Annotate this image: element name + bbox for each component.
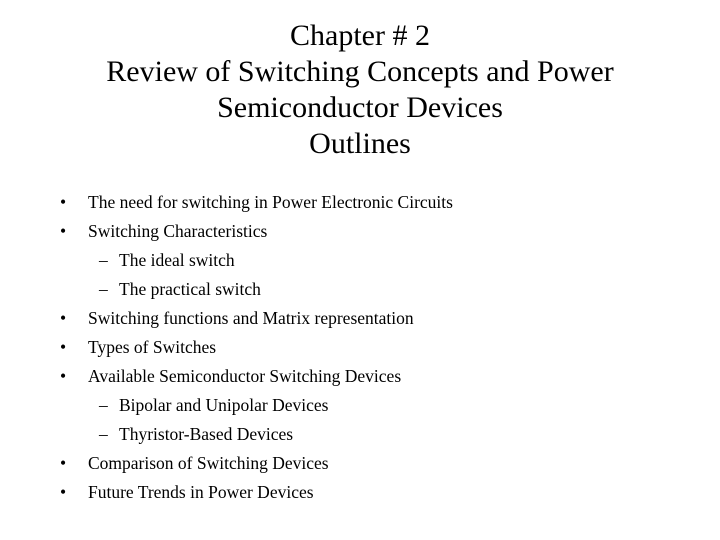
outline-item [60, 217, 700, 246]
bullet-marker: • [60, 308, 67, 328]
outline-subitem-text: The practical switch [119, 279, 261, 299]
bullet-marker: • [60, 482, 67, 502]
bullet-marker: • [60, 453, 67, 473]
title-line-chapter: Chapter # 2 [290, 19, 430, 52]
outline-item [60, 449, 700, 478]
dash-marker: – [99, 424, 108, 444]
dash-marker: – [99, 250, 108, 270]
outline-item [60, 478, 700, 507]
outline-item-text: Future Trends in Power Devices [88, 482, 314, 502]
outline-subitem [60, 246, 700, 275]
outline-item [60, 188, 700, 217]
outline-subitem [60, 420, 700, 449]
title-line-outlines: Outlines [309, 127, 411, 160]
outline-item-text: Switching Characteristics [88, 221, 268, 241]
outline-item [60, 333, 700, 362]
outline-item-text: The need for switching in Power Electronic Circuits [88, 192, 453, 212]
slide-title [0, 18, 720, 162]
bullet-marker: • [60, 221, 67, 241]
outline-item-text: Switching functions and Matrix representation [88, 308, 414, 328]
dash-marker: – [99, 279, 108, 299]
outline-item-text: Comparison of Switching Devices [88, 453, 329, 473]
outline-subitem-text: Thyristor-Based Devices [119, 424, 294, 444]
outline-item-text: Available Semiconductor Switching Devices [88, 366, 402, 386]
outline-subitem [60, 391, 700, 420]
outline-list [60, 188, 700, 507]
title-line-topic: Review of Switching Concepts and Power [106, 55, 614, 88]
outline-subitem [60, 275, 700, 304]
bullet-marker: • [60, 366, 67, 386]
outline-subitem-text: The ideal switch [119, 250, 235, 270]
title-line-topic-cont: Semiconductor Devices [217, 91, 503, 124]
dash-marker: – [99, 395, 108, 415]
outline-item-text: Types of Switches [88, 337, 217, 357]
outline-subitem-text: Bipolar and Unipolar Devices [119, 395, 329, 415]
outline-item [60, 362, 700, 391]
outline-item [60, 304, 700, 333]
bullet-marker: • [60, 337, 67, 357]
bullet-marker: • [60, 192, 67, 212]
